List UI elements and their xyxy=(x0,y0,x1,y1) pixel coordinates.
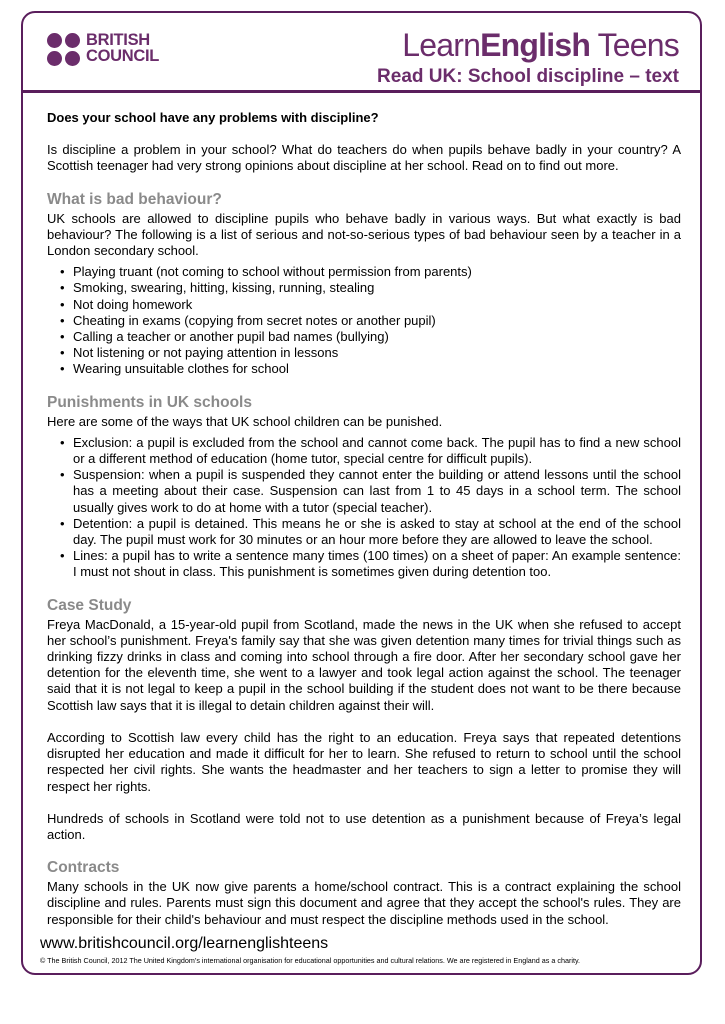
section-heading-bad-behaviour: What is bad behaviour? xyxy=(47,190,222,208)
logo-text: BRITISH COUNCIL xyxy=(86,31,160,65)
section-heading-case-study: Case Study xyxy=(47,596,132,614)
case-study-paragraph-2: According to Scottish law every child has the right to an education. Freya says that repeated detentions disrupted her education and made it difficult for her to learn. She refused to return to school until the school respected her civil rights. She wants the headmaster and her teachers to sign a letter to promise they will respect her rights. xyxy=(47,729,681,794)
header-divider xyxy=(21,90,702,93)
page-title: Read UK: School discipline – text xyxy=(377,66,679,87)
intro-question: Does your school have any problems with discipline? xyxy=(47,110,379,125)
list-item: • Smoking, swearing, hitting, kissing, running, stealing xyxy=(73,280,681,296)
bad-behaviour-paragraph: UK schools are allowed to discipline pupils who behave badly in various ways. But what exactly is bad behaviour? The following is a list of serious and not-so-serious types of bad behaviour seen by a teacher in a London secondary school. xyxy=(47,210,681,259)
bad-behaviour-list xyxy=(47,264,681,377)
british-council-logo xyxy=(47,32,159,66)
section-heading-contracts: Contracts xyxy=(47,859,120,877)
intro-paragraph: Is discipline a problem in your school? What do teachers do when pupils behave badly in your country? A Scottish teenager had very strong opinions about discipline at her school. Read on to find out more. xyxy=(47,142,681,174)
punishments-paragraph: Here are some of the ways that UK school children can be punished. xyxy=(47,413,443,429)
logo-dots-icon xyxy=(47,33,80,66)
case-study-paragraph-1: Freya MacDonald, a 15-year-old pupil from Scotland, made the news in the UK when she refused to accept her school’s punishment. Freya's family say that she was given detention many times for trivial things such as drinking fizzy drinks in class and coming into school through a fire door. After her secondary school gave her detention for the eleventh time, she went to a lawyer and took legal action against the school. The teenager said that it is not legal to keep a pupil in the school building if the student does not want to be there because Scottish law says that it is illegal to detain children against their will. xyxy=(47,616,681,713)
footer-copyright: © The British Council, 2012 The United Kingdom’s international organisation for educational opportunities and cultural relations. We are registered in England as a charity. xyxy=(40,956,581,965)
list-item: • Suspension: when a pupil is suspended they cannot enter the building or attend lessons until the school has a meeting about their case. Suspension can last from 1 to 45 days in a school term. The school usually gives work to do at home with a tutor (special teacher). xyxy=(73,467,681,516)
learnenglish-teens-brand: LearnEnglish Teens xyxy=(402,27,679,63)
list-item: • Not listening or not paying attention in lessons xyxy=(73,345,681,361)
contracts-paragraph: Many schools in the UK now give parents a home/school contract. This is a contract explaining the school discipline and rules. Parents must sign this document and agree that they accept the school's rules. They are responsible for their child's behaviour and must respect the discipline methods used in the school. xyxy=(47,879,681,927)
case-study-paragraph-3: Hundreds of schools in Scotland were told not to use detention as a punishment because of Freya’s legal action. xyxy=(47,810,681,842)
list-item: • Playing truant (not coming to school without permission from parents) xyxy=(73,264,681,280)
list-item: • Cheating in exams (copying from secret notes or another pupil) xyxy=(73,313,681,329)
list-item: • Detention: a pupil is detained. This means he or she is asked to stay at school at the end of the school day. The pupil must work for 30 minutes or an hour more before they are allowed to leave the school. xyxy=(73,516,681,548)
article-body xyxy=(47,110,681,928)
list-item: • Exclusion: a pupil is excluded from the school and cannot come back. The pupil has to find a new school or a different method of education (home tutor, special centre for difficult pupils). xyxy=(73,435,681,467)
footer-url-link[interactable]: www.britishcouncil.org/learnenglishteens xyxy=(40,935,329,952)
list-item: • Not doing homework xyxy=(73,297,681,313)
list-item: • Calling a teacher or another pupil bad names (bullying) xyxy=(73,329,681,345)
section-heading-punishments: Punishments in UK schools xyxy=(47,393,252,411)
list-item: • Lines: a pupil has to write a sentence many times (100 times) on a sheet of paper: An example sentence: I must not shout in class. This punishment is sometimes given during detention too. xyxy=(73,548,681,580)
punishments-list xyxy=(47,435,681,581)
list-item: • Wearing unsuitable clothes for school xyxy=(73,361,681,377)
